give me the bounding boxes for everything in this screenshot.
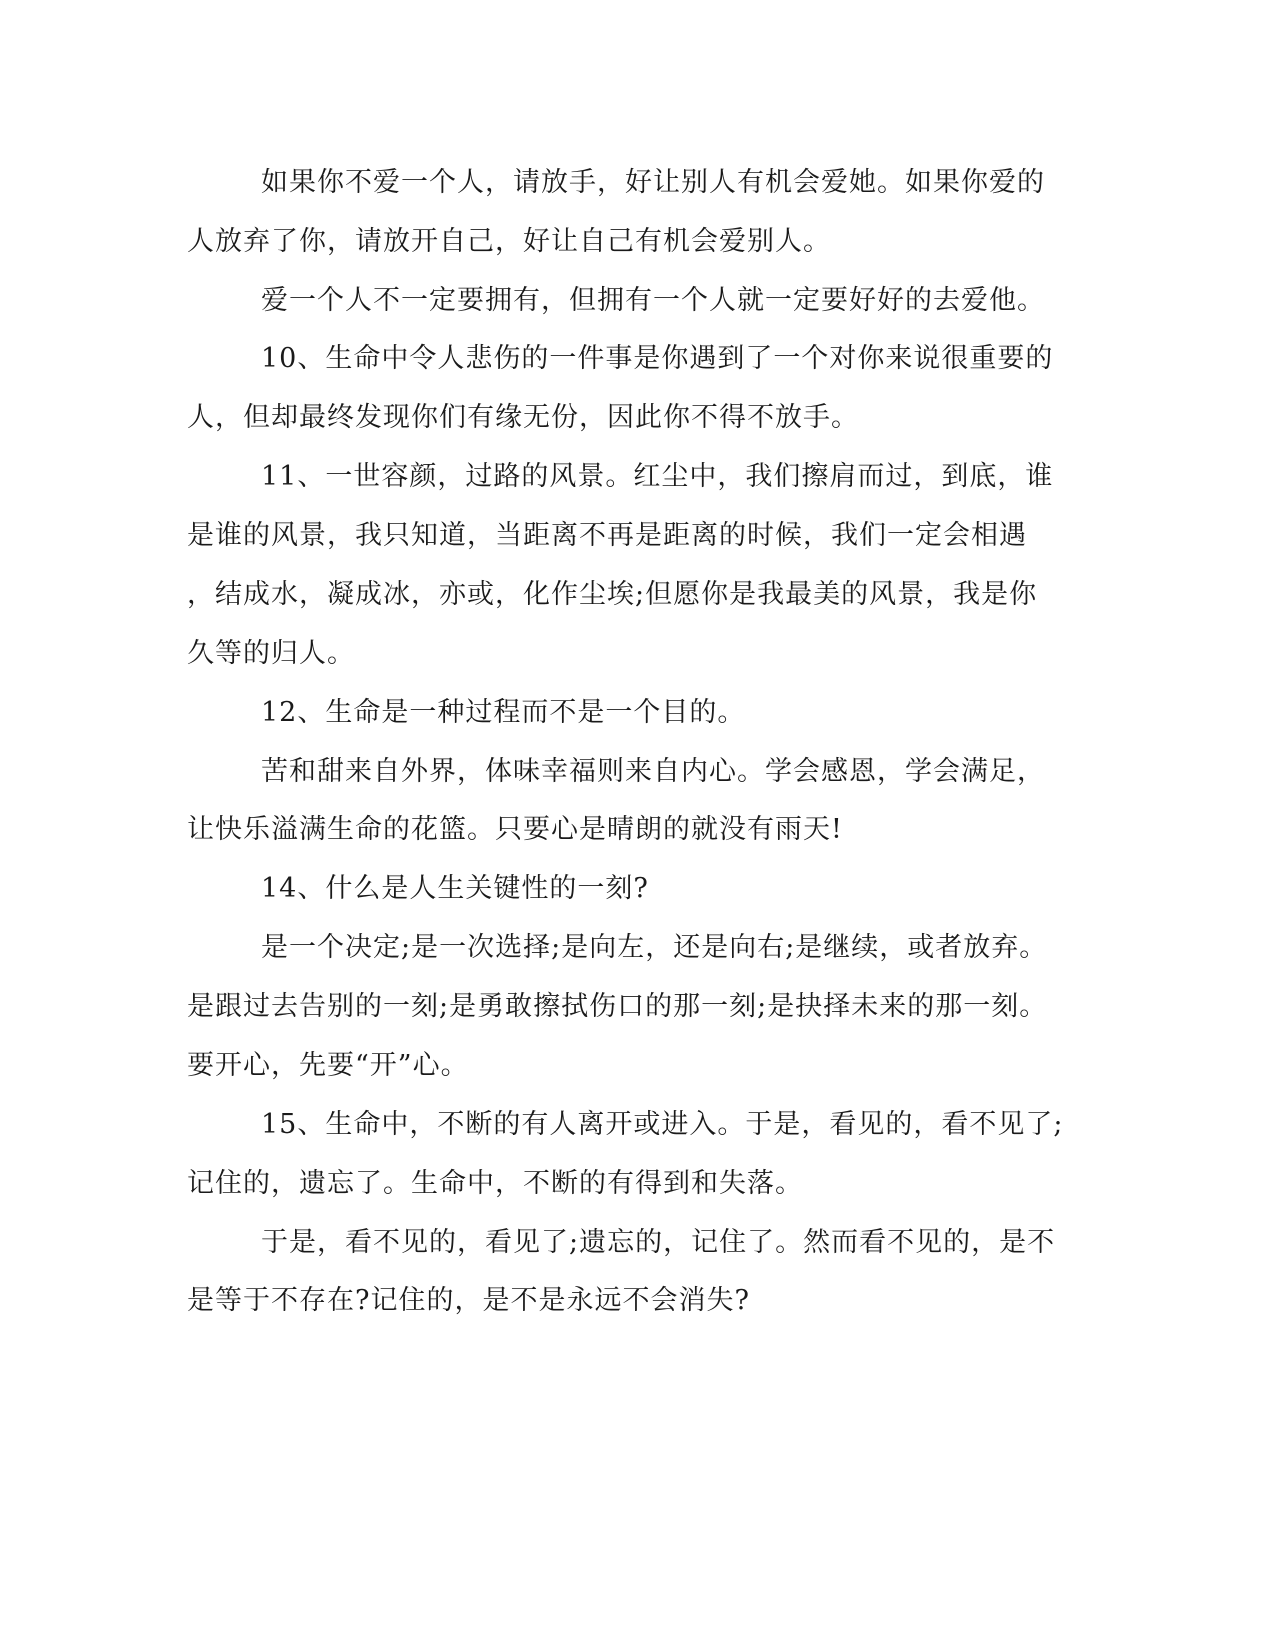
text-line: 苦和甜来自外界，体味幸福则来自内心。学会感恩，学会满足， [261,756,1045,787]
text-line: 10、生命中令人悲伤的一件事是你遇到了一个对你来说很重要的 [261,343,1054,374]
text-line: 12、生命是一种过程而不是一个目的。 [261,697,746,728]
text-line: 让快乐溢满生命的花篮。只要心是晴朗的就没有雨天! [187,814,843,845]
text-line: 14、什么是人生关键性的一刻? [261,873,649,904]
text-line: 久等的归人。 [187,638,355,669]
text-line: 是跟过去告别的一刻;是勇敢擦拭伤口的那一刻;是抉择未来的那一刻。 [187,991,1048,1022]
text-line: 人放弃了你，请放开自己，好让自己有机会爱别人。 [187,226,831,257]
text-line: 是一个决定;是一次选择;是向左，还是向右;是继续，或者放弃。 [261,932,1048,963]
text-line: ，结成水，凝成冰，亦或，化作尘埃;但愿你是我最美的风景，我是你 [187,579,1038,610]
text-line: 要开心，先要“开”心。 [187,1050,469,1081]
text-line: 11、一世容颜，过路的风景。红尘中，我们擦肩而过，到底，谁 [261,461,1054,492]
text-line: 于是，看不见的，看见了;遗忘的，记住了。然而看不见的，是不 [261,1227,1056,1258]
text-line: 记住的，遗忘了。生命中，不断的有得到和失落。 [187,1168,803,1199]
text-line: 人，但却最终发现你们有缘无份，因此你不得不放手。 [187,402,859,433]
text-line: 爱一个人不一定要拥有，但拥有一个人就一定要好好的去爱他。 [261,285,1045,316]
text-line: 是谁的风景，我只知道，当距离不再是距离的时候，我们一定会相遇 [187,520,1027,551]
text-line: 15、生命中，不断的有人离开或进入。于是，看见的，看不见了; [261,1109,1064,1140]
text-line: 如果你不爱一个人，请放手，好让别人有机会爱她。如果你爱的 [261,167,1045,198]
text-line: 是等于不存在?记住的，是不是永远不会消失? [187,1285,750,1316]
